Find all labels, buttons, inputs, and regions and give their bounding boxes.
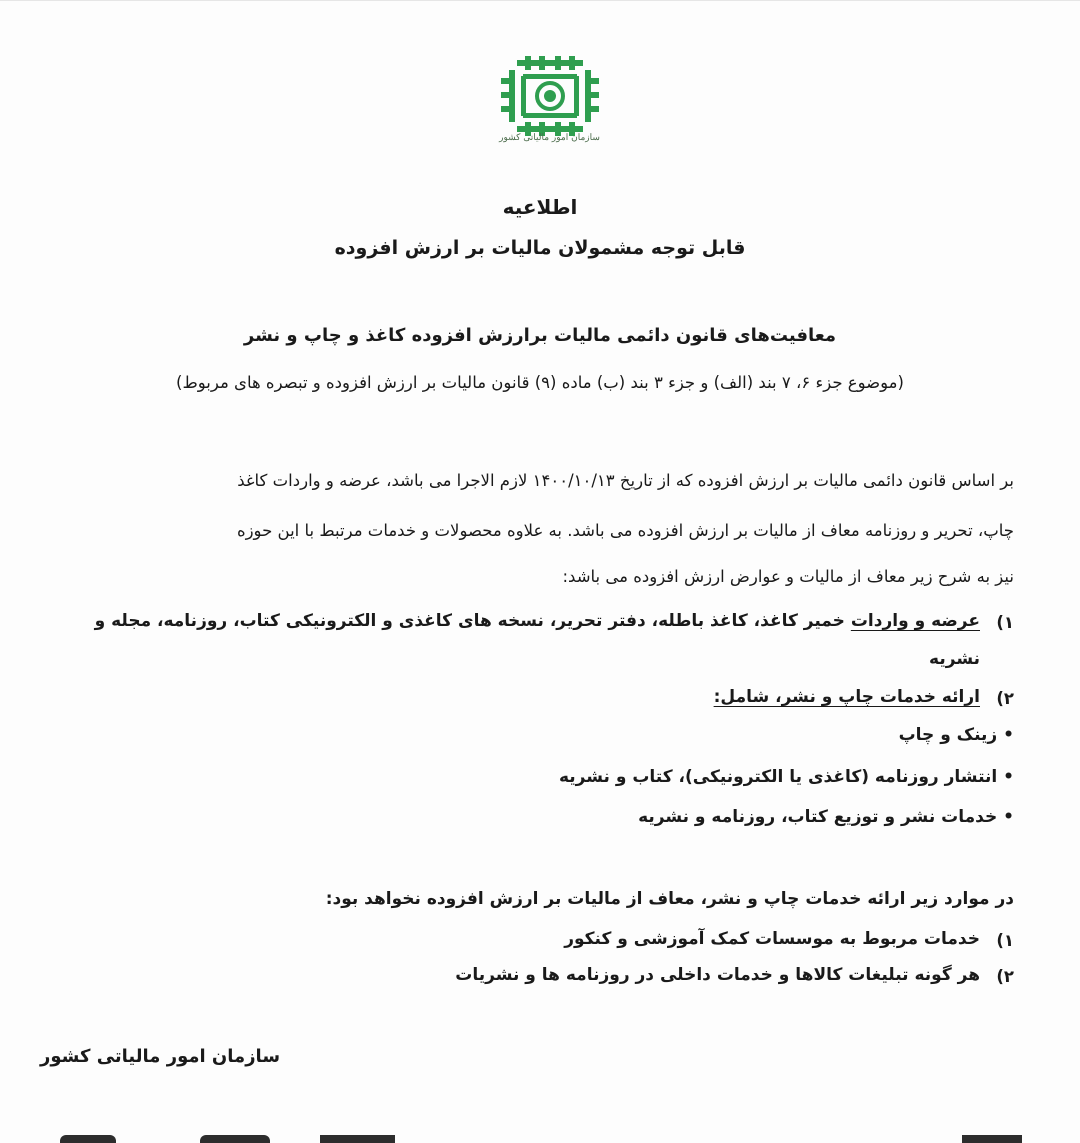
cropped-fragment [200,1135,270,1143]
body-line-1: بر اساس قانون دائمی مالیات بر ارزش افزوده که از تاریخ ۱۴۰۰/۱۰/۱۳ لازم الاجرا می باشد، عرضه و واردات کاغذ [237,471,1014,490]
cropped-fragment [60,1135,116,1143]
non-exempt-item-2: هر گونه تبلیغات کالاها و خدمات داخلی در روزنامه ها و نشریات [455,965,980,985]
audience-heading: قابل توجه مشمولان مالیات بر ارزش افزوده [334,237,746,259]
logo-caption: سازمان امور مالیاتی کشور [499,133,600,143]
body-line-3: نیز به شرح زیر معاف از مالیات و عوارض ارزش افزوده می باشد: [562,567,1014,586]
signature: سازمان امور مالیاتی کشور [40,1046,281,1067]
exempt-item-1-number: ۱) [996,613,1014,632]
exempt-item-2-underlined: ارائه خدمات چاپ و نشر، شامل: [713,687,980,707]
non-exempt-item-2-number: ۲) [996,967,1014,986]
cropped-fragment [320,1135,395,1143]
subject-title: معافیت‌های قانون دائمی مالیات برارزش افزوده کاغذ و چاپ و نشر [243,325,837,346]
subject-reference: (موضوع جزء ۶، ۷ بند (الف) و جزء ۳ بند (ب) ماده (۹) قانون مالیات بر ارزش افزوده و تبصره های مربوط) [176,373,904,392]
non-exempt-item-1: خدمات مربوط به موسسات کمک آموزشی و کنکور [564,929,980,949]
exempt-item-1-text: خمیر کاغذ، کاغذ باطله، دفتر تحریر، نسخه های کاغذی و الکترونیکی کتاب، روزنامه، مجله و [94,611,851,631]
cropped-fragment [962,1135,1022,1143]
non-exempt-item-1-number: ۱) [996,931,1014,950]
exempt-item-1-underlined: عرضه و واردات [850,611,980,631]
non-exempt-intro: در موارد زیر ارائه خدمات چاپ و نشر، معاف از مالیات بر ارزش افزوده نخواهد بود: [325,889,1014,909]
body-line-2: چاپ، تحریر و روزنامه معاف از مالیات بر ارزش افزوده می باشد. به علاوه محصولات و خدمات مرتبط با این حوزه [236,521,1014,540]
exempt-item-2 [714,687,980,707]
notice-heading: اطلاعیه [502,195,578,219]
exempt-item-1-continuation: نشریه [929,649,980,669]
service-bullet-3: • خدمات نشر و توزیع کتاب، روزنامه و نشریه [638,807,1014,827]
exempt-item-2-number: ۲) [996,689,1014,708]
service-bullet-1: • زینک و چاپ [898,725,1014,745]
exempt-item-1 [95,611,980,631]
service-bullet-2: • انتشار روزنامه (کاغذی یا الکترونیکی)، کتاب و نشریه [558,767,1014,787]
